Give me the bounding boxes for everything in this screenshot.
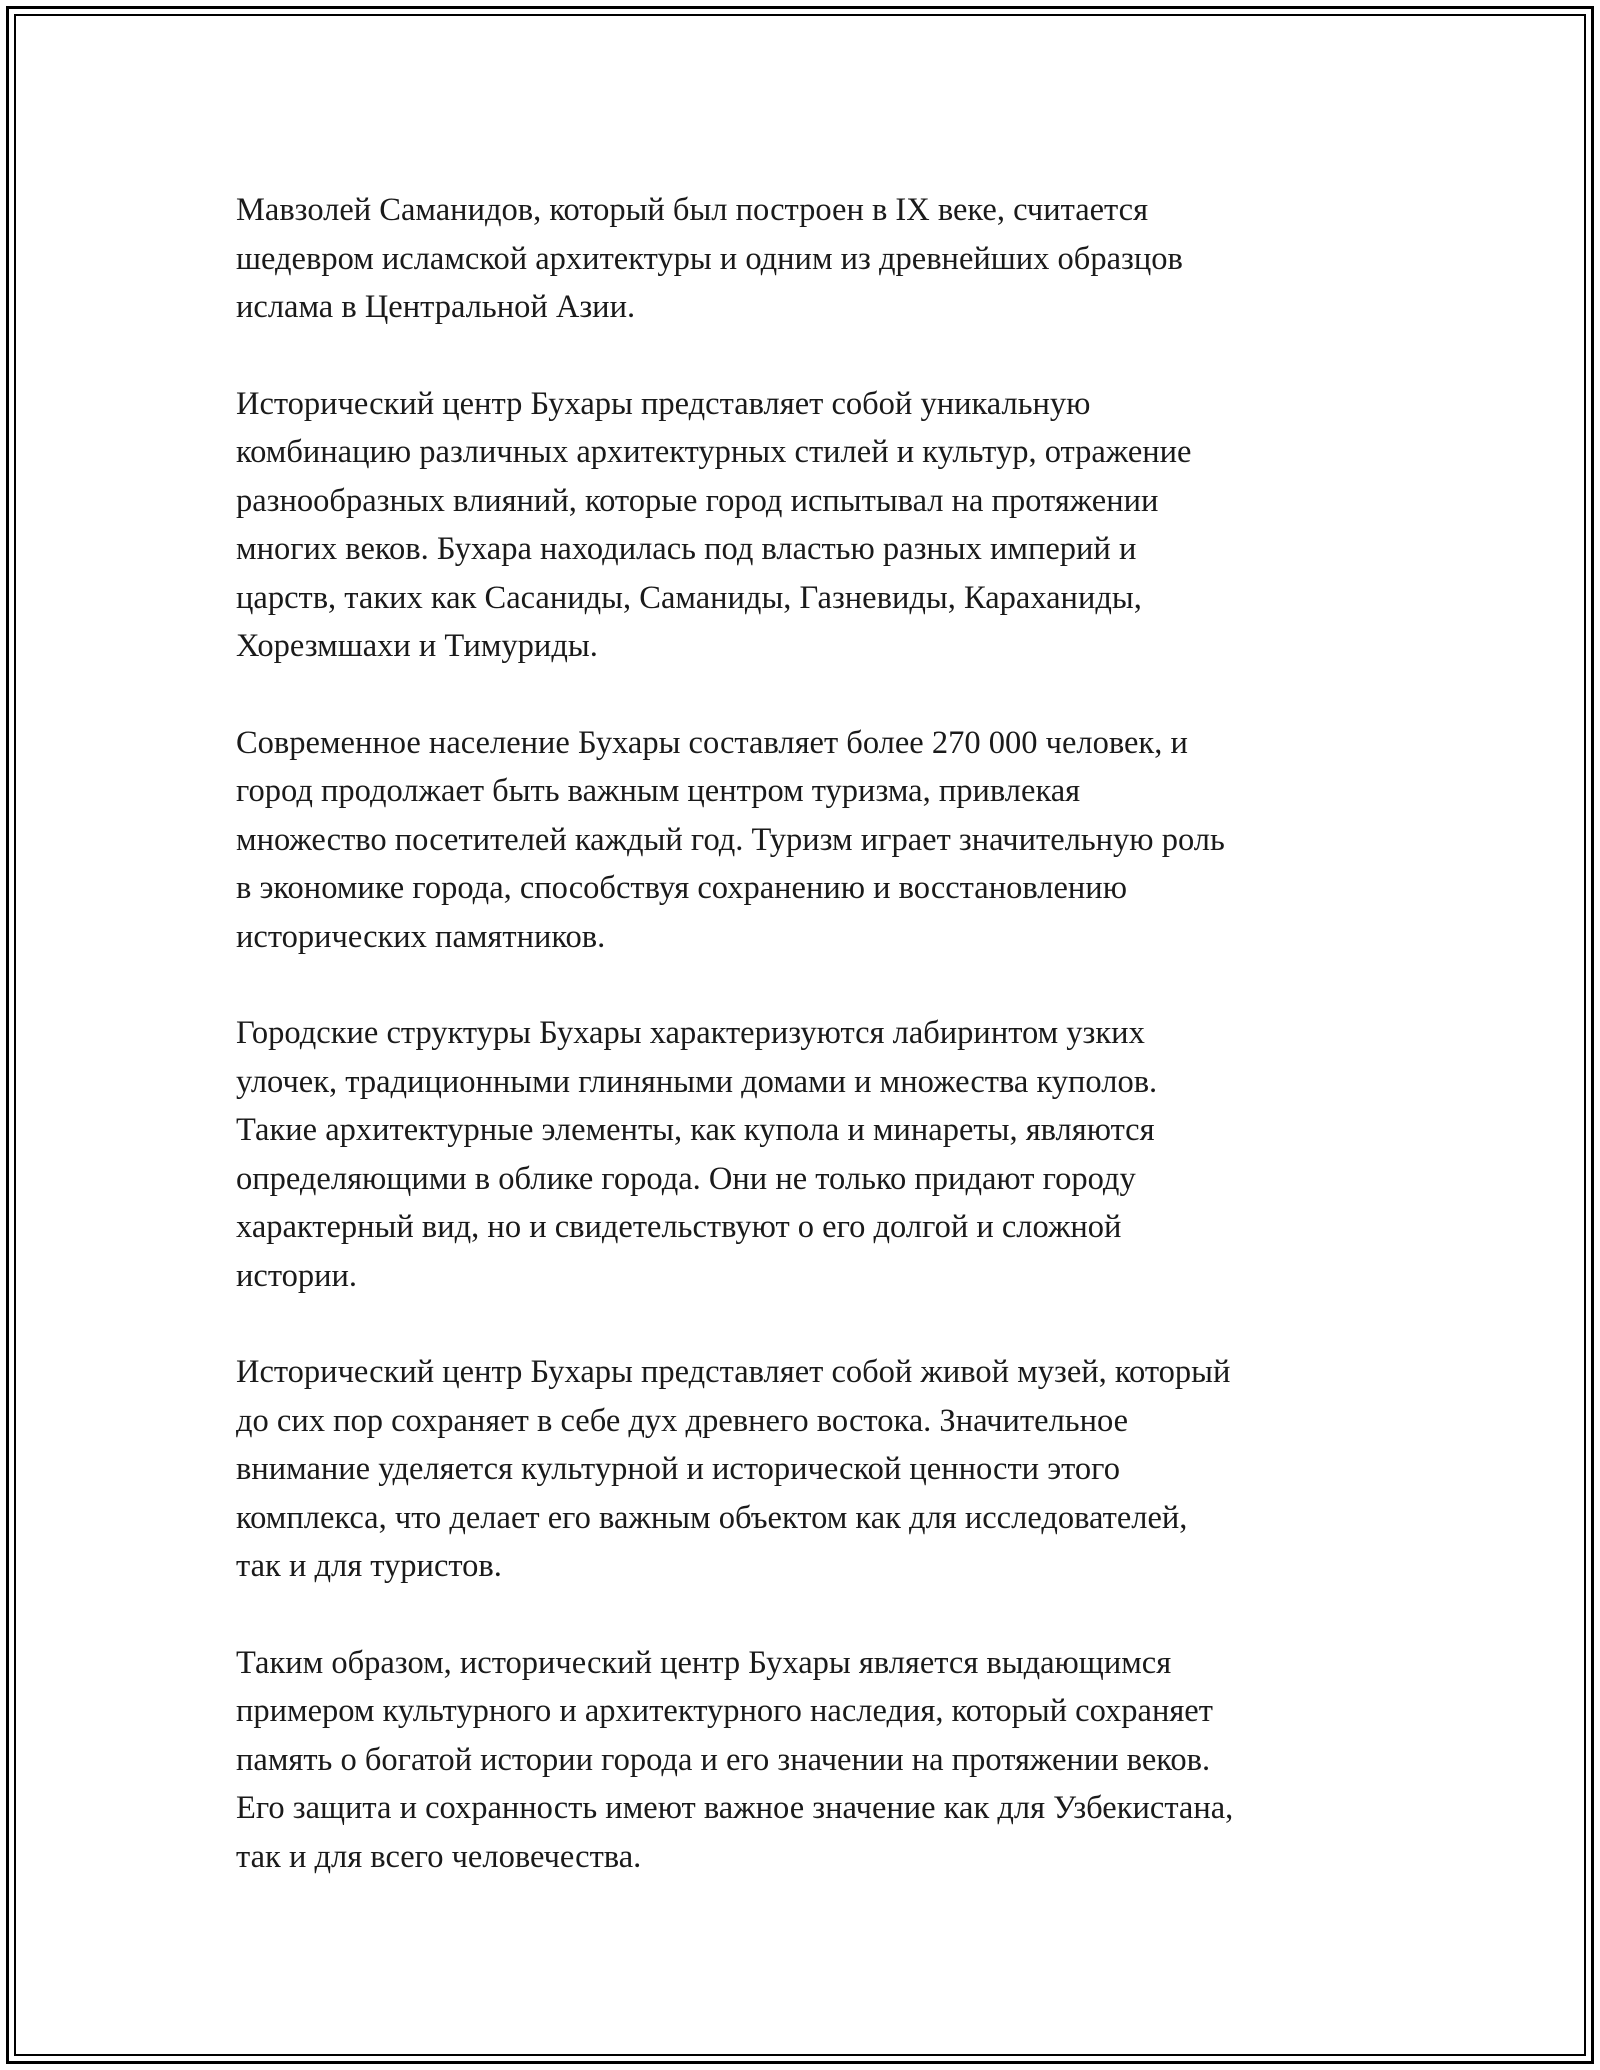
paragraph-samanid-mausoleum: Мавзолей Саманидов, который был построен в IX веке, считается шедевром исламской архитектуры и одним из древнейших образцов ислама в Центральной Азии. — [236, 192, 1183, 325]
paragraph-historic-center-styles: Исторический центр Бухары представляет собой уникальную комбинацию различных архитектурных стилей и культур, отражение разнообразных влияний, которые город испытывал на протяжении многих веков. Бухара находилась под властью разных империй и царств, таких как Сасаниды, Саманиды, Газневиды, Караханиды, Хорезмшахи и Тимуриды. — [236, 385, 1192, 664]
document-body — [236, 186, 1386, 1881]
paragraph-population-tourism: Современное население Бухары составляет более 270 000 человек, и город продолжает быть важным центром туризма, привлекая множество посетителей каждый год. Туризм играет значительную роль в экономике города, способствуя сохранению и восстановлению исторических памятников. — [236, 724, 1225, 955]
paragraph-conclusion: Таким образом, исторический центр Бухары является выдающимся примером культурного и архитектурного наследия, который сохраняет память о богатой истории города и его значении на протяжении веков. Его защита и сохранность имеют важное значение как для Узбекистана, так и для всего человечества. — [236, 1644, 1234, 1875]
paragraph-urban-structures: Городские структуры Бухары характеризуются лабиринтом узких улочек, традиционными глиняными домами и множества куполов. Такие архитектурные элементы, как купола и минареты, являются определяющими в облике города. Они не только придают городу характерный вид, но и свидетельствуют о его долгой и сложной истории. — [236, 1015, 1158, 1294]
paragraph-living-museum: Исторический центр Бухары представляет собой живой музей, который до сих пор сохраняет в себе дух древнего востока. Значительное внимание уделяется культурной и исторической ценности этого комплекса, что делает его важным объектом как для исследователей, так и для туристов. — [236, 1354, 1231, 1584]
